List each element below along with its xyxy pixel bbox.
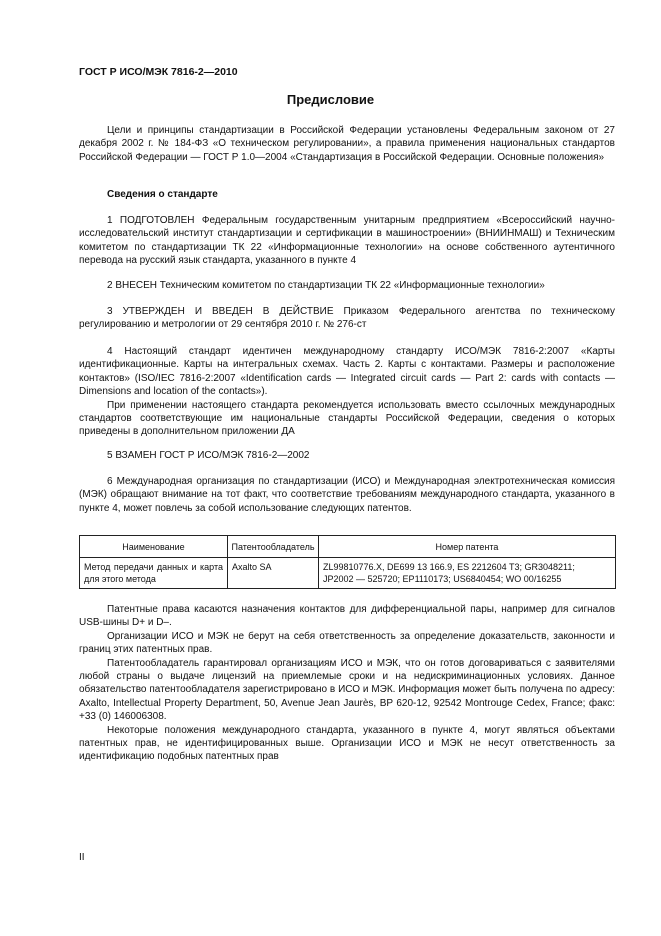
item-2-block	[79, 279, 615, 292]
column-header-number: Номер патента	[319, 536, 616, 558]
item-4-block	[79, 345, 615, 439]
column-header-name: Наименование	[80, 536, 228, 558]
table-header-row	[80, 536, 616, 558]
patent-rights-paragraph: Патентные права касаются назначения контактов для дифференциальной пары, например для сигналов USB-шины D+ и D–.	[79, 604, 615, 629]
item-2-paragraph: 2 ВНЕСЕН Техническим комитетом по стандартизации ТК 22 «Информационные технологии»	[107, 280, 545, 291]
patent-number-line-1: ZL99810776.X, DE699 13 166.9, ES 2212604 T3; GR3048211;	[323, 562, 575, 572]
intro-paragraph: Цели и принципы стандартизации в Российской Федерации установлены Федеральным законом от 27 декабря 2002 г. № 184-ФЗ «О техническом регулировании», а правила применения национальных стандартов Российской Федерации — ГОСТ Р 1.0—2004 «Стандартизация в Российской Федерации. Основные положения»	[79, 125, 615, 163]
item-3-paragraph: 3 УТВЕРЖДЕН И ВВЕДЕН В ДЕЙСТВИЕ Приказом Федерального агентства по техническому регулированию и метрологии от 29 сентября 2010 г. № 276-ст	[79, 306, 615, 331]
item-1-paragraph: 1 ПОДГОТОВЛЕН Федеральным государственным унитарным предприятием «Всероссийский научно-исследовательский институт стандартизации и сертификации в машиностроении» (ВНИИНМАШ) и Техническим комитетом по стандартизации ТК 22 «Информационные технологии» на основе собственного аутентичного перевода на русский язык стандарта, указанного в пункте 4	[79, 215, 615, 267]
patent-holder-cell: Axalto SA	[228, 558, 319, 589]
page-title: Предисловие	[286, 92, 375, 107]
item-3-block	[79, 305, 615, 332]
patent-holder-guarantee-paragraph: Патентообладатель гарантировал организациям ИСО и МЭК, что он готов договариваться с заявителями любой страны о выдаче лицензий на приемлемые сроки и на недискриминационных условиях. Данное обязательство патентообладателя зарегистрировано в ИСО и МЭК. Информация может быть получена по адресу: Axalto, Intellectual Property Department, 50, Avenue Jean Jaurès, BP 620-12, 92542 Montrouge Cedex, France; факс: +33 (0) 146006308.	[79, 657, 615, 723]
intro-block	[79, 124, 615, 164]
patent-number-cell	[319, 558, 616, 589]
column-header-holder: Патентообладатель	[228, 536, 319, 558]
unidentified-patents-paragraph: Некоторые положения международного стандарта, указанного в пункте 4, могут являться объектами патентных прав, не идентифицированных выше. Организации ИСО и МЭК не несут ответственность за идентификацию подобных патентных прав	[79, 724, 615, 763]
item-5-paragraph: 5 ВЗАМЕН ГОСТ Р ИСО/МЭК 7816-2—2002	[107, 450, 310, 461]
standard-info-subheading: Сведения о стандарте	[107, 189, 218, 200]
table-row	[80, 558, 616, 589]
document-header-id: ГОСТ Р ИСО/МЭК 7816-2—2010	[79, 66, 238, 78]
item-6-paragraph: 6 Международная организация по стандартизации (ИСО) и Международная электротехническая комиссия (МЭК) обращают внимание на тот факт, что соответствие требованиям международного стандарта, указанного в пункте 4, может повлечь за собой использование следующих патентов.	[79, 476, 615, 514]
patent-name-cell: Метод передачи данных и карта для этого метода	[80, 558, 228, 589]
patent-number-line-2: JP2002 — 525720; EP1110173; US6840454; WO 00/16255	[323, 574, 562, 584]
iso-iec-responsibility-paragraph: Организации ИСО и МЭК не берут на себя ответственность за определение доказательств, законности и границ этих патентных прав.	[79, 630, 615, 656]
item-4-note-paragraph: При применении настоящего стандарта рекомендуется использовать вместо ссылочных международных стандартов соответствующие им национальные стандарты Российской Федерации, сведения о которых приведены в дополнительном приложении ДА	[79, 399, 615, 438]
item-5-block	[79, 449, 615, 462]
item-6-block	[79, 475, 615, 515]
standard-info-subheading-block	[79, 188, 615, 201]
item-1-block	[79, 214, 615, 268]
patent-table	[79, 535, 616, 589]
page-number: II	[79, 852, 85, 863]
after-table-block	[79, 603, 615, 764]
item-4-paragraph: 4 Настоящий стандарт идентичен международному стандарту ИСО/МЭК 7816-2:2007 «Карты идентификационные. Карты на интегральных схемах. Часть 2. Карты с контактами. Размеры и расположение контактов» (ISO/IEC 7816-2:2007 «Identification cards — Integrated circuit cards — Part 2: cards with contacts — Dimensions and location of the contacts»).	[79, 346, 615, 398]
